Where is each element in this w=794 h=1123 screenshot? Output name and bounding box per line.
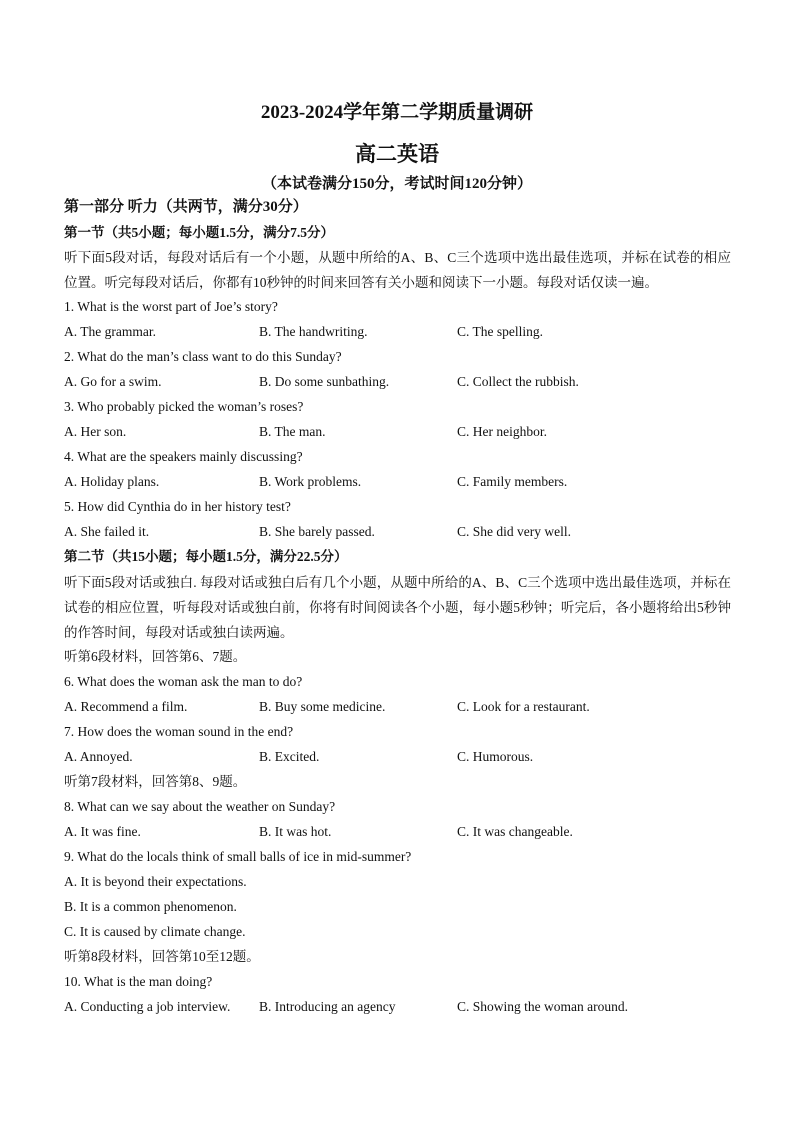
material-note: 听第8段材料，回答第10至12题。 <box>64 949 260 964</box>
option-c: C. Humorous. <box>457 749 534 764</box>
material-note: 听第7段材料，回答第8、9题。 <box>64 774 247 789</box>
option-b: B. Do some sunbathing. <box>259 374 390 389</box>
question-stem: 2. What do the man’s class want to do this Sunday? <box>64 349 342 364</box>
option-b: B. Buy some medicine. <box>259 699 386 714</box>
exam-note: （本试卷满分150分，考试时间120分钟） <box>261 176 532 192</box>
option-b: B. It was hot. <box>259 824 332 839</box>
question-stem: 8. What can we say about the weather on Sunday? <box>64 799 336 814</box>
option-c: C. It is caused by climate change. <box>64 924 246 939</box>
option-b: B. Introducing an agency <box>259 999 396 1014</box>
option-a: A. It was fine. <box>64 824 141 839</box>
option-c: C. It was changeable. <box>457 824 573 839</box>
section1-heading: 第一节（共5小题；每小题1.5分，满分7.5分） <box>64 225 334 240</box>
option-a: A. Go for a swim. <box>64 374 162 389</box>
option-c: C. Collect the rubbish. <box>457 374 579 389</box>
option-a: A. Recommend a film. <box>64 699 188 714</box>
question-stem: 4. What are the speakers mainly discussing? <box>64 449 303 464</box>
option-c: C. Family members. <box>457 474 568 489</box>
option-c: C. Look for a restaurant. <box>457 699 590 714</box>
section1-instructions: 听下面5段对话，每段对话后有一个小题，从题中所给的A、B、C三个选项中选出最佳选项，并标在试卷的相应位置。听完每段对话后，你都有10秒钟的时间来回答有关小题和阅读下一小题。每段对话仅读一遍。 <box>64 250 731 290</box>
option-b: B. Work problems. <box>259 474 362 489</box>
question-stem: 1. What is the worst part of Joe’s story? <box>64 299 278 314</box>
question-stem: 7. How does the woman sound in the end? <box>64 724 294 739</box>
option-a: A. Holiday plans. <box>64 474 160 489</box>
question-stem: 10. What is the man doing? <box>64 974 213 989</box>
option-a: A. Annoyed. <box>64 749 133 764</box>
part1-heading: 第一部分 听力（共两节，满分30分） <box>64 199 308 215</box>
option-b: B. Excited. <box>259 749 320 764</box>
option-c: C. Her neighbor. <box>457 424 547 439</box>
section2-instructions: 听下面5段对话或独白. 每段对话或独白后有几个小题，从题中所给的A、B、C三个选项中选出最佳选项，并标在试卷的相应位置，听每段对话或独白前，你将有时间阅读各个小题，每小题5秒钟；听完后，各小题将给出5秒钟的作答时间，每段对话或独白读两遍。 <box>64 575 731 640</box>
option-a: A. Conducting a job interview. <box>64 999 231 1014</box>
option-b: B. It is a common phenomenon. <box>64 899 237 914</box>
question-stem: 3. Who probably picked the woman’s roses? <box>64 399 304 414</box>
exam-subject: 高二英语 <box>355 142 439 166</box>
option-a: A. She failed it. <box>64 524 150 539</box>
section2-heading: 第二节（共15小题；每小题1.5分，满分22.5分） <box>64 549 348 564</box>
question-stem: 9. What do the locals think of small balls of ice in mid-summer? <box>64 849 412 864</box>
question-stem: 5. How did Cynthia do in her history test? <box>64 499 291 514</box>
material-note: 听第6段材料，回答第6、7题。 <box>64 649 247 664</box>
option-a: A. The grammar. <box>64 324 156 339</box>
exam-title: 2023-2024学年第二学期质量调研 <box>260 102 534 123</box>
option-b: B. The man. <box>259 424 326 439</box>
option-b: B. The handwriting. <box>259 324 368 339</box>
question-stem: 6. What does the woman ask the man to do? <box>64 674 303 689</box>
option-c: C. Showing the woman around. <box>457 999 628 1014</box>
option-c: C. She did very well. <box>457 524 571 539</box>
option-a: A. It is beyond their expectations. <box>64 874 247 889</box>
option-c: C. The spelling. <box>457 324 543 339</box>
option-a: A. Her son. <box>64 424 127 439</box>
option-b: B. She barely passed. <box>259 524 375 539</box>
